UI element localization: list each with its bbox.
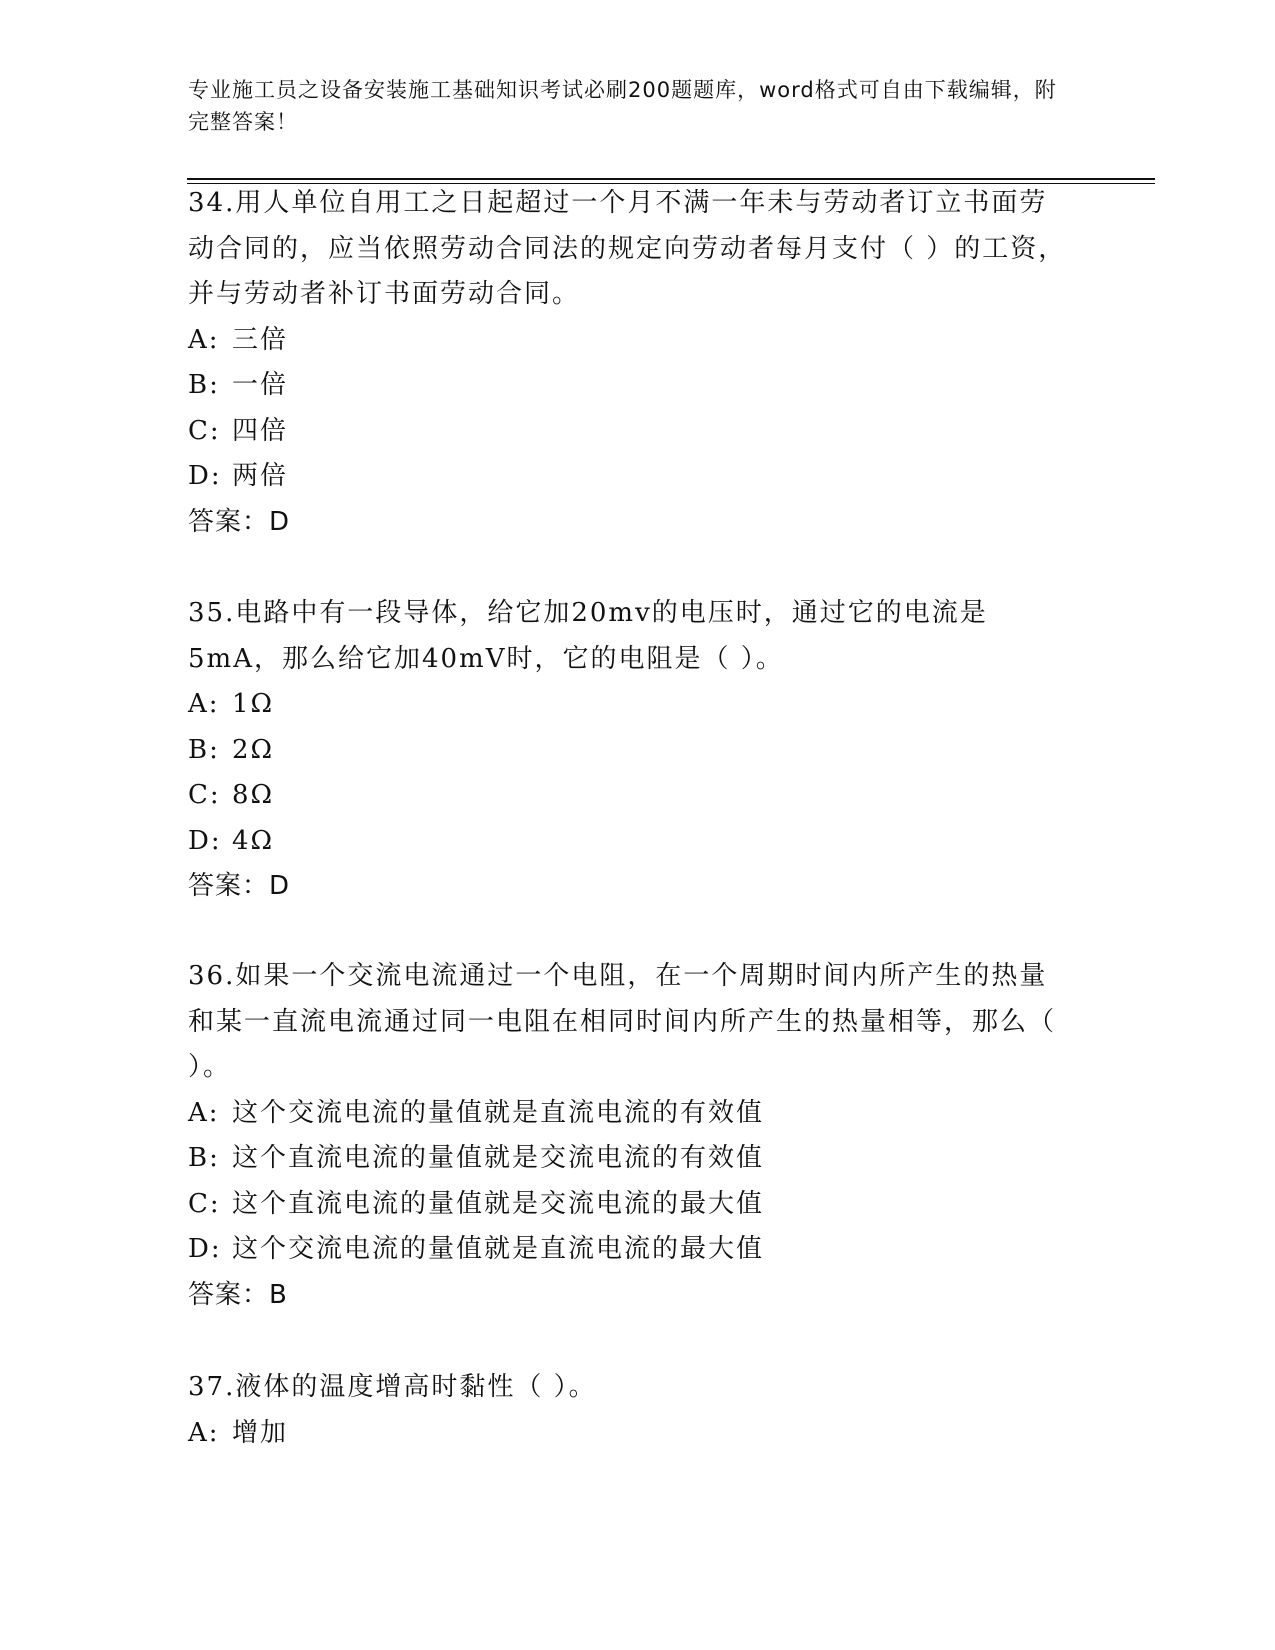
- option-a: [188, 1091, 1068, 1137]
- option-a: [188, 1411, 1068, 1457]
- option-a: [188, 682, 1068, 728]
- option-text: 两倍: [232, 461, 289, 491]
- question-36: [188, 954, 1068, 1318]
- option-key: C:: [188, 1188, 221, 1219]
- option-text: 一倍: [232, 370, 289, 400]
- question-37: [188, 1365, 1068, 1456]
- option-key: B:: [188, 1143, 220, 1173]
- option-key: A:: [188, 324, 220, 355]
- answer-line: 答案：D: [188, 506, 291, 537]
- option-text: 这个直流电流的量值就是交流电流的最大值: [232, 1188, 765, 1219]
- answer-line: 答案：B: [188, 1279, 288, 1310]
- option-key: C:: [188, 415, 221, 446]
- option-key: A:: [188, 689, 220, 719]
- option-d: [188, 1227, 1068, 1273]
- option-c: [188, 773, 1068, 819]
- document-header: 专业施工员之设备安装施工基础知识考试必刷200题题库，word格式可自由下载编辑，附完整答案！: [188, 78, 1057, 134]
- option-c: [188, 1182, 1068, 1228]
- header-divider-thick: [187, 178, 1155, 180]
- question-stem: 35.电路中有一段导体，给它加20mv的电压时，通过它的电流是5mA，那么给它加40mV时，它的电阻是（ ）。: [188, 598, 988, 674]
- option-text: 这个交流电流的量值就是直流电流的最大值: [232, 1234, 765, 1264]
- question-stem: 34.用人单位自用工之日起超过一个月不满一年未与劳动者订立书面劳动合同的，应当依照劳动合同法的规定向劳动者每月支付（ ）的工资，并与劳动者补订书面劳动合同。: [188, 188, 1067, 309]
- option-key: D:: [188, 461, 222, 491]
- option-text: 4Ω: [232, 825, 275, 856]
- option-text: 2Ω: [232, 734, 275, 765]
- option-key: A:: [188, 1417, 220, 1448]
- option-text: 这个交流电流的量值就是直流电流的有效值: [232, 1097, 765, 1128]
- option-text: 四倍: [232, 415, 289, 446]
- option-key: D:: [188, 825, 222, 856]
- option-c: [188, 409, 1068, 455]
- option-key: A:: [188, 1097, 220, 1128]
- option-text: 这个直流电流的量值就是交流电流的有效值: [232, 1143, 765, 1173]
- option-text: 三倍: [232, 324, 289, 355]
- question-stem: 37.液体的温度增高时黏性（ ）。: [188, 1372, 597, 1402]
- answer-line: 答案：D: [188, 871, 291, 901]
- option-key: C:: [188, 780, 221, 810]
- question-stem: 36.如果一个交流电流通过一个电阻，在一个周期时间内所产生的热量和某一直流电流通过同一电阻在相同时间内所产生的热量相等，那么（ ）。: [188, 961, 1057, 1082]
- option-d: [188, 819, 1068, 865]
- option-a: [188, 318, 1068, 364]
- question-34: [188, 181, 1068, 545]
- option-key: B:: [188, 370, 220, 400]
- option-text: 8Ω: [232, 780, 275, 810]
- option-b: [188, 728, 1068, 774]
- option-text: 1Ω: [232, 689, 275, 719]
- question-35: [188, 591, 1068, 910]
- option-key: D:: [188, 1234, 222, 1264]
- option-d: [188, 454, 1068, 500]
- option-text: 增加: [232, 1417, 289, 1448]
- option-b: [188, 1136, 1068, 1182]
- option-key: B:: [188, 734, 220, 765]
- option-b: [188, 363, 1068, 409]
